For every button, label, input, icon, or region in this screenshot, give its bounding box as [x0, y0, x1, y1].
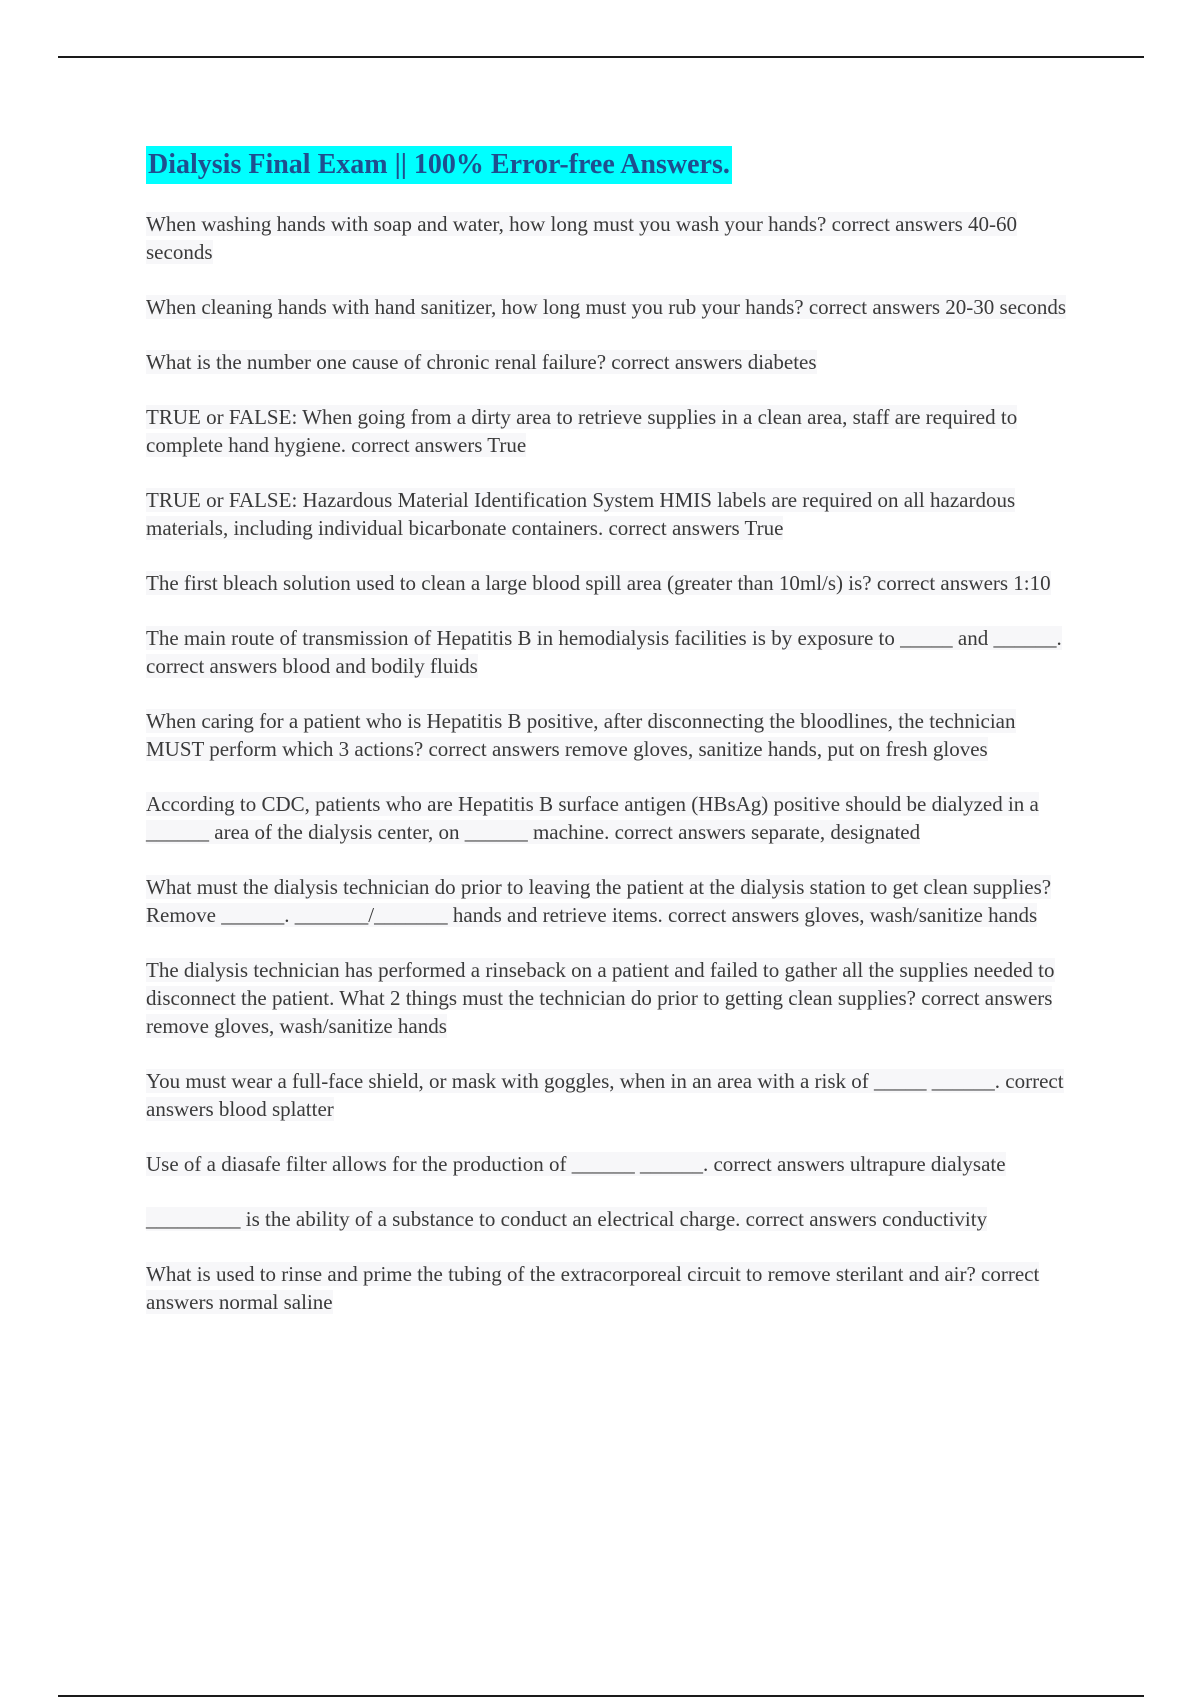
qa-item [146, 210, 1066, 266]
qa-item-text: You must wear a full-face shield, or mask with goggles, when in an area with a risk of _____ ______. correct answers blood splatter [146, 1069, 1064, 1121]
qa-item [146, 707, 1066, 763]
qa-item-text: When caring for a patient who is Hepatitis B positive, after disconnecting the bloodlines, the technician MUST perform which 3 actions? correct answers remove gloves, sanitize hands, put on fresh gloves [146, 709, 1016, 761]
qa-item-text: Use of a diasafe filter allows for the production of ______ ______. correct answers ultrapure dialysate [146, 1152, 1006, 1176]
document-title: Dialysis Final Exam || 100% Error-free Answers. [146, 146, 732, 184]
qa-item [146, 403, 1066, 459]
qa-item [146, 624, 1066, 680]
qa-item [146, 1260, 1066, 1316]
qa-item-text: What is used to rinse and prime the tubing of the extracorporeal circuit to remove sterilant and air? correct answers normal saline [146, 1262, 1040, 1314]
qa-item [146, 569, 1066, 597]
qa-item-text: What must the dialysis technician do prior to leaving the patient at the dialysis station to get clean supplies? Remove ______. _______/_______ hands and retrieve items. correct answers gloves, wash/sanitize hands [146, 875, 1052, 927]
qa-item-text: The dialysis technician has performed a rinseback on a patient and failed to gather all the supplies needed to disconnect the patient. What 2 things must the technician do prior to getting clean supplies? correct answers remove gloves, wash/sanitize hands [146, 958, 1055, 1038]
document-body [146, 146, 1066, 1343]
qa-item-text: The first bleach solution used to clean a large blood spill area (greater than 10ml/s) is? correct answers 1:10 [146, 571, 1051, 595]
qa-item-text: When cleaning hands with hand sanitizer, how long must you rub your hands? correct answers 20-30 seconds [146, 295, 1067, 319]
qa-item [146, 956, 1066, 1040]
qa-item-text: When washing hands with soap and water, how long must you wash your hands? correct answers 40-60 seconds [146, 212, 1018, 264]
qa-item-text: TRUE or FALSE: Hazardous Material Identification System HMIS labels are required on all hazardous materials, including individual bicarbonate containers. correct answers True [146, 488, 1016, 540]
qa-item [146, 486, 1066, 542]
qa-item [146, 1067, 1066, 1123]
qa-item [146, 348, 1066, 376]
qa-list [146, 210, 1066, 1316]
qa-item [146, 873, 1066, 929]
qa-item-text: The main route of transmission of Hepatitis B in hemodialysis facilities is by exposure to _____ and ______. correct answers blood and bodily fluids [146, 626, 1062, 678]
top-divider [58, 56, 1144, 58]
qa-item-text: What is the number one cause of chronic renal failure? correct answers diabetes [146, 350, 817, 374]
qa-item [146, 790, 1066, 846]
qa-item [146, 1205, 1066, 1233]
qa-item-text: According to CDC, patients who are Hepatitis B surface antigen (HBsAg) positive should be dialyzed in a ______ area of the dialysis center, on ______ machine. correct answers separate, designated [146, 792, 1039, 844]
qa-item-text: _________ is the ability of a substance to conduct an electrical charge. correct answers conductivity [146, 1207, 988, 1231]
bottom-divider [58, 1695, 1144, 1697]
qa-item [146, 1150, 1066, 1178]
qa-item [146, 293, 1066, 321]
qa-item-text: TRUE or FALSE: When going from a dirty area to retrieve supplies in a clean area, staff are required to complete hand hygiene. correct answers True [146, 405, 1018, 457]
